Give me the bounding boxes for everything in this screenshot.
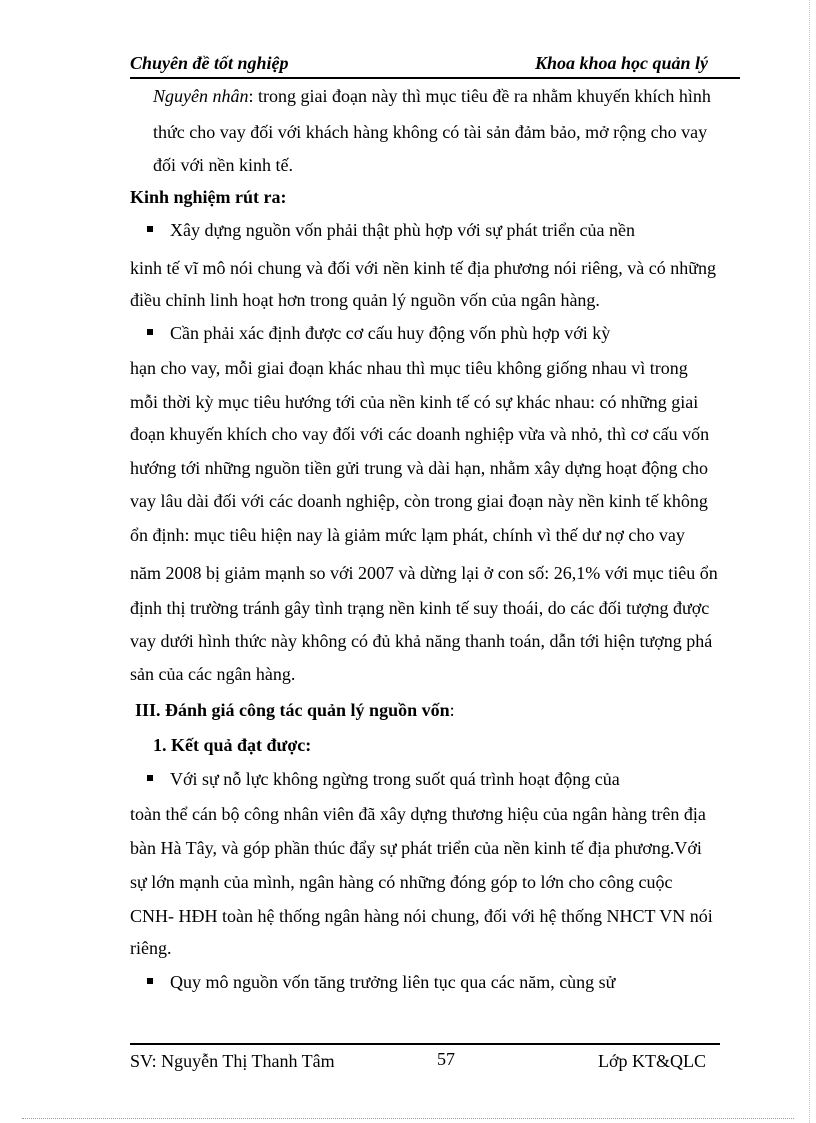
bullet3-line4: sự lớn mạnh của mình, ngân hàng có những đóng góp to lớn cho công cuộc bbox=[130, 872, 673, 892]
subsection1-heading: 1. Kết quả đạt được: bbox=[153, 735, 312, 755]
bullet2-line2: hạn cho vay, mỗi giai đoạn khác nhau thì mục tiêu không giống nhau vì trong bbox=[130, 358, 688, 378]
bullet2-line9: định thị trường tránh gây tình trạng nền kinh tế suy thoái, do các đối tượng được bbox=[130, 598, 710, 618]
bullet3-line5: CNH- HĐH toàn hệ thống ngân hàng nói chung, đối với hệ thống NHCT VN nói bbox=[130, 906, 713, 926]
bullet-square-icon bbox=[147, 226, 153, 232]
bullet2-line11: sản của các ngân hàng. bbox=[130, 664, 296, 684]
footer-class: Lớp KT&QLC bbox=[597, 1051, 706, 1071]
bullet2-line4: đoạn khuyến khích cho vay đối với các doanh nghiệp vừa và nhỏ, thì cơ cấu vốn bbox=[130, 424, 710, 444]
bullet2-line7: ổn định: mục tiêu hiện nay là giảm mức lạm phát, chính vì thế dư nợ cho vay bbox=[130, 525, 685, 545]
section3-colon: : bbox=[449, 700, 455, 720]
bullet3-line6: riêng. bbox=[130, 938, 172, 958]
section3-title: III. Đánh giá công tác quản lý nguồn vốn bbox=[135, 700, 450, 720]
page-number: 57 bbox=[437, 1049, 455, 1069]
bullet2-line10: vay dưới hình thức này không có đủ khả năng thanh toán, dẫn tới hiện tượng phá bbox=[130, 631, 713, 651]
page-header bbox=[130, 53, 740, 79]
bullet2-line3: mỗi thời kỳ mục tiêu hướng tới của nền kinh tế có sự khác nhau: có những giai bbox=[130, 392, 699, 412]
bullet2-line6: vay lâu dài đối với các doanh nghiệp, còn trong giai đoạn này nền kinh tế không bbox=[130, 491, 708, 511]
bullet-square-icon bbox=[147, 329, 153, 335]
bullet3-first-line: Với sự nỗ lực không ngừng trong suốt quá trình hoạt động của bbox=[170, 769, 620, 789]
bullet3-line3: bàn Hà Tây, và góp phần thúc đẩy sự phát triển của nền kinh tế địa phương.Với bbox=[130, 838, 702, 858]
bullet-square-icon bbox=[147, 978, 153, 984]
bullet2-line8: năm 2008 bị giảm mạnh so với 2007 và dừng lại ở con số: 26,1% với mục tiêu ổn bbox=[130, 563, 718, 583]
page-footer bbox=[130, 1043, 720, 1071]
header-right-title: Khoa khoa học quản lý bbox=[534, 53, 708, 73]
page-edge-divider bbox=[22, 1118, 794, 1119]
heading-lessons: Kinh nghiệm rút ra: bbox=[130, 187, 287, 207]
bullet2-first-line: Cần phải xác định được cơ cấu huy động vốn phù hợp với kỳ bbox=[170, 323, 611, 343]
para1-text1: : trong giai đoạn này thì mục tiêu đề ra nhằm khuyến khích hình bbox=[248, 86, 711, 106]
section3-heading bbox=[135, 700, 455, 720]
bullet1-line2: kinh tế vĩ mô nói chung và đối với nền kinh tế địa phương nói riêng, và có những bbox=[130, 258, 716, 278]
para1-line1 bbox=[153, 86, 711, 106]
footer-student-name: SV: Nguyễn Thị Thanh Tâm bbox=[130, 1051, 335, 1071]
bullet3-line2: toàn thể cán bộ công nhân viên đã xây dựng thương hiệu của ngân hàng trên địa bbox=[130, 804, 706, 824]
bullet-square-icon bbox=[147, 775, 153, 781]
header-left-title: Chuyên đề tốt nghiệp bbox=[130, 53, 289, 73]
bullet4-first-line: Quy mô nguồn vốn tăng trưởng liên tục qua các năm, cùng sử bbox=[170, 972, 616, 992]
bullet2-line5: hướng tới những nguồn tiền gửi trung và dài hạn, nhằm xây dựng hoạt động cho bbox=[130, 458, 708, 478]
bullet1-first-line: Xây dựng nguồn vốn phải thật phù hợp với sự phát triển của nền bbox=[170, 220, 635, 240]
bullet1-line3: điều chỉnh linh hoạt hơn trong quản lý nguồn vốn của ngân hàng. bbox=[130, 290, 600, 310]
reason-label: Nguyên nhân bbox=[153, 86, 249, 106]
para1-line3: đối với nền kinh tế. bbox=[153, 155, 294, 175]
para1-line2: thức cho vay đối với khách hàng không có tài sản đảm bảo, mở rộng cho vay bbox=[153, 122, 708, 142]
page-edge-divider-vertical bbox=[809, 0, 810, 1123]
